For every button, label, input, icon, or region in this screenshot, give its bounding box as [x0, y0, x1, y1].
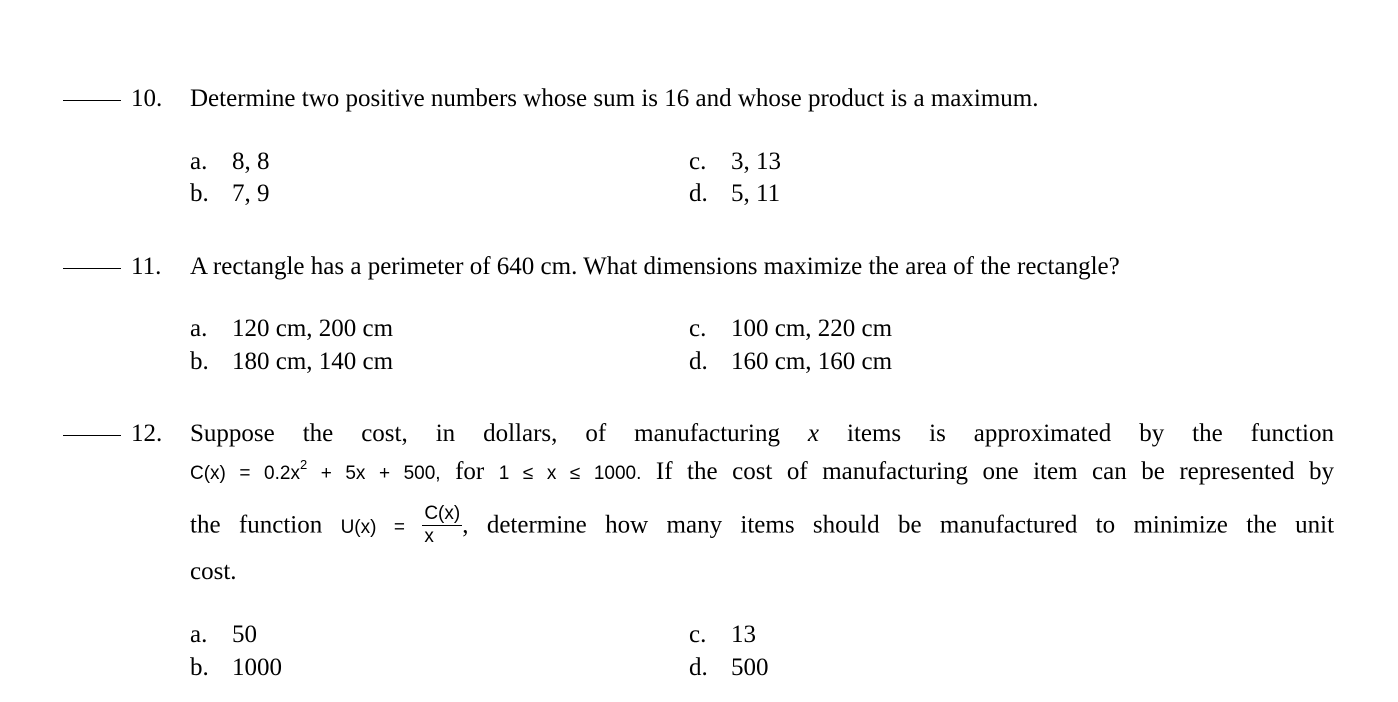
choice-text: 8, 8	[232, 148, 270, 175]
stem-text: for	[455, 458, 485, 485]
choice-text: 100 cm, 220 cm	[731, 315, 893, 342]
variable-x: x	[807, 420, 820, 447]
question-stem-line-2	[190, 455, 1334, 491]
fraction-numerator: C(x)	[424, 503, 461, 524]
exponent: 2	[299, 457, 308, 472]
choice-letter: d.	[689, 180, 708, 207]
choice-text: 5, 11	[731, 180, 781, 207]
domain-inequality: 1 ≤ x ≤ 1000.	[498, 463, 642, 484]
choice-c[interactable]	[689, 618, 756, 652]
fraction	[422, 503, 462, 548]
choice-letter: a.	[190, 315, 208, 342]
choice-text: 3, 13	[731, 148, 781, 175]
stem-text: cost.	[190, 558, 237, 585]
question-stem-line-1	[190, 417, 1334, 451]
choice-letter: a.	[190, 148, 208, 175]
fraction-denominator: x	[424, 526, 434, 547]
choice-letter: b.	[190, 180, 209, 207]
choice-b[interactable]	[190, 651, 282, 685]
question-number: 10.	[131, 85, 163, 112]
choice-c[interactable]	[689, 145, 781, 179]
stem-text: If the cost of manufacturing one item can be represented by	[655, 458, 1335, 485]
choice-letter: c.	[689, 148, 707, 175]
cost-function-lhs: C(x) = 0.2x	[190, 463, 300, 484]
choice-c[interactable]	[689, 312, 892, 346]
choice-letter: a.	[190, 621, 208, 648]
choice-text: 120 cm, 200 cm	[232, 315, 394, 342]
unit-cost-lhs: U(x) =	[340, 516, 405, 538]
stem-text: , determine how many items should be manufactured to minimize the unit	[462, 511, 1335, 539]
choice-d[interactable]	[689, 177, 780, 211]
choice-text: 160 cm, 160 cm	[731, 348, 893, 375]
choice-b[interactable]	[190, 345, 393, 379]
stem-text: Suppose the cost, in dollars, of manufacturing	[190, 420, 780, 447]
stem-text: the function	[190, 511, 323, 539]
answer-blank[interactable]	[63, 100, 121, 101]
answer-blank[interactable]	[63, 435, 121, 436]
question-number: 12.	[131, 420, 163, 447]
choice-text: 13	[731, 621, 756, 648]
choice-text: 500	[731, 654, 769, 681]
choice-letter: c.	[689, 315, 707, 342]
choice-letter: b.	[190, 654, 209, 681]
choice-d[interactable]	[689, 651, 769, 685]
choice-a[interactable]	[190, 312, 393, 346]
choice-text: 7, 9	[232, 180, 270, 207]
question-stem: A rectangle has a perimeter of 640 cm. What dimensions maximize the area of the rectangle?	[190, 253, 1120, 280]
question-stem-line-4	[190, 555, 1334, 589]
answer-blank[interactable]	[63, 268, 121, 269]
choice-d[interactable]	[689, 345, 892, 379]
question-stem-line-3	[190, 505, 1334, 550]
choice-b[interactable]	[190, 177, 270, 211]
stem-text: items is approximated by the function	[847, 420, 1334, 447]
choice-letter: d.	[689, 654, 708, 681]
choice-letter: d.	[689, 348, 708, 375]
choice-a[interactable]	[190, 145, 270, 179]
choice-text: 50	[232, 621, 257, 648]
choice-text: 180 cm, 140 cm	[232, 348, 394, 375]
question-number: 11.	[131, 253, 162, 280]
choice-letter: c.	[689, 621, 707, 648]
choice-text: 1000	[232, 654, 282, 681]
question-stem: Determine two positive numbers whose sum is 16 and whose product is a maximum.	[190, 85, 1039, 112]
choice-a[interactable]	[190, 618, 257, 652]
cost-function	[190, 457, 441, 484]
unit-cost-function	[340, 503, 463, 547]
cost-function-rhs: + 5x + 500,	[320, 463, 441, 484]
choice-letter: b.	[190, 348, 209, 375]
